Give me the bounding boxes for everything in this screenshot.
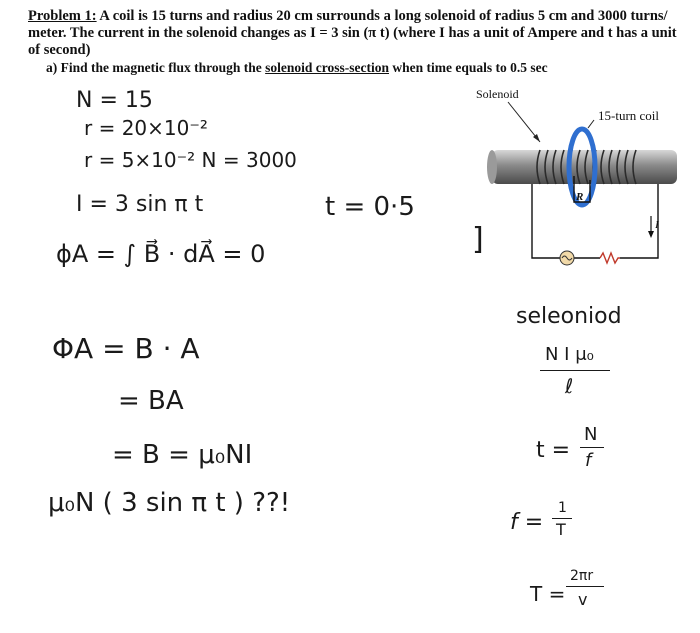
solenoid-label: Solenoid: [476, 87, 519, 101]
hw-fraction-bar-3: [552, 518, 572, 519]
hw-line-solenoid: r = 5×10⁻² N = 3000: [84, 148, 297, 172]
part-a-prefix: a) Find the magnetic flux through the: [46, 60, 266, 75]
hw-t-eq: t =: [536, 438, 571, 463]
hw-T-denominator: v: [578, 590, 588, 609]
hw-nimu-numerator: N I μ₀: [545, 344, 594, 365]
hw-line-flux-ba: ΦA = B · A: [52, 332, 200, 365]
hw-line-current: I = 3 sin π t: [76, 192, 204, 217]
current-label: I: [655, 219, 659, 231]
resistor-label: R: [576, 191, 584, 203]
hw-t-numerator: N: [584, 424, 598, 445]
hw-fraction-bar-2: [580, 447, 604, 448]
hw-f-denominator: T: [556, 520, 566, 539]
hw-line-time: t = 0·5: [325, 192, 415, 222]
hw-line-n: N = 15: [76, 88, 153, 113]
problem-statement: [28, 8, 688, 59]
hw-line-eq-ba: = BA: [118, 386, 184, 416]
hw-seleoniod: seleoniod: [516, 304, 622, 329]
hw-line-coil-radius: r = 20×10⁻²: [84, 116, 208, 140]
problem-label: Problem 1:: [28, 8, 97, 24]
coil-label: 15-turn coil: [598, 108, 660, 123]
hw-line-final: μ₀N ( 3 sin π t ) ??!: [48, 488, 291, 518]
part-a-underlined: solenoid cross-section: [265, 60, 390, 75]
hw-fraction-bar-1: [540, 370, 610, 371]
hw-bracket: ]: [472, 222, 484, 257]
hw-f-eq: f =: [510, 510, 544, 535]
circuit-resistor: [600, 253, 620, 263]
hw-line-flux-integral: ϕA = ∫ B⃗ · dA⃗ = 0: [56, 240, 266, 268]
part-a-suffix: when time equals to 0.5 sec: [389, 60, 548, 75]
part-a-question: [46, 60, 548, 76]
hw-line-b-field: = B = μ₀NI: [112, 440, 253, 470]
hw-ell-denominator: ℓ: [565, 374, 574, 398]
solenoid-figure: [470, 80, 695, 290]
hw-fraction-bar-4: [566, 586, 604, 587]
hw-T-numerator: 2πr: [570, 568, 594, 584]
hw-T-eq: T =: [530, 582, 566, 606]
hw-t-denominator: f: [585, 450, 592, 471]
hw-f-numerator: 1: [558, 500, 567, 516]
problem-text: A coil is 15 turns and radius 20 cm surrounds a long solenoid of radius 5 cm and 3000 turns/ meter. The current in the solenoid changes as I = 3 sin (π t) (where I has a unit of Ampere and t has a unit of second): [28, 8, 677, 58]
